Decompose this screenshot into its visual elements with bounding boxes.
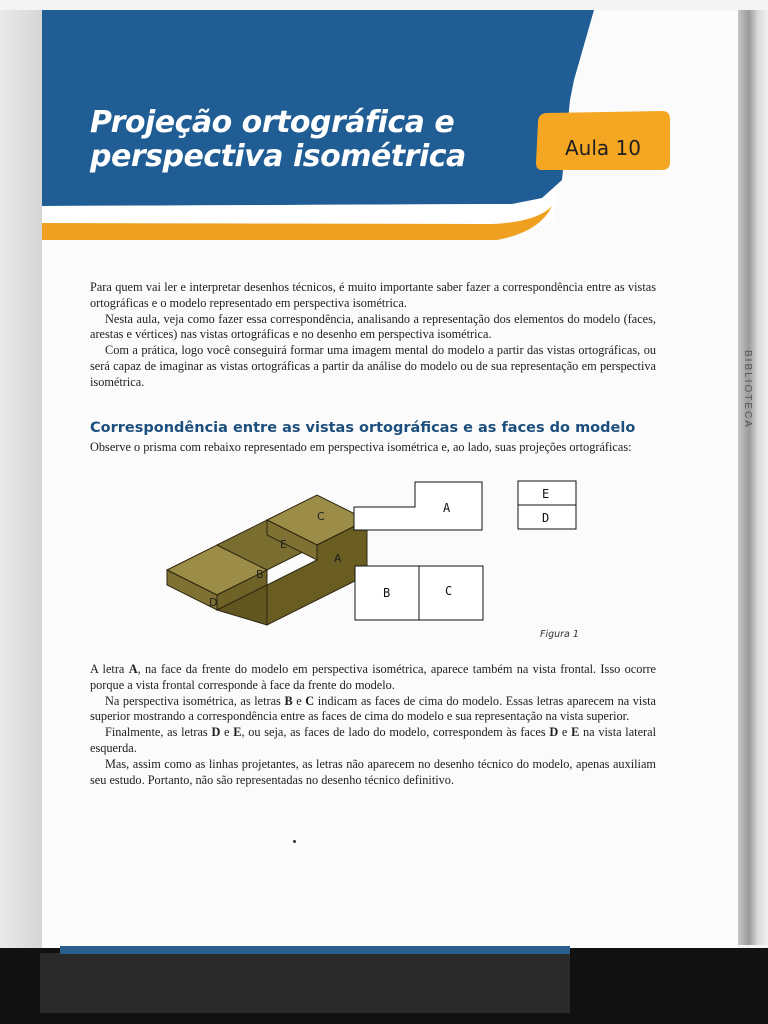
section-heading: Correspondência entre as vistas ortográficas e as faces do modelo [90, 420, 636, 436]
text-run: , ou seja, as faces de lado do modelo, correspondem às faces [241, 725, 550, 740]
text-run: e [292, 693, 306, 708]
intro-paragraph-2: Nesta aula, veja como fazer essa correspondência, analisando a representação dos elementos do modelo (faces, arestas e vértices) nas vistas ortográficas e no desenho em perspectiva isométrica. [90, 311, 656, 342]
title-line-1: Projeção ortográfica e [90, 105, 455, 140]
text-run: Finalmente, as letras [105, 725, 212, 740]
figure-1 [162, 470, 582, 630]
bold-letter: A [128, 662, 138, 676]
side-view-letter-d: D [542, 511, 550, 525]
model-letter-d: D [209, 596, 218, 609]
intro-text [90, 280, 656, 391]
bold-letter: C [305, 693, 315, 708]
explanation-text [90, 662, 656, 788]
scanner-bottom-strip [40, 953, 570, 1013]
text-run: na vista lateral esquerda. [90, 725, 657, 755]
page-title [90, 106, 466, 174]
bold-letter: B [284, 693, 293, 708]
intro-paragraph-1: Para quem vai ler e interpretar desenhos técnicos, é muito importante saber fazer a correspondência entre as vistas ortográficas e o modelo representado em perspectiva isométrica. [90, 280, 656, 310]
bold-letter: D [211, 725, 221, 740]
top-view-letter-c: C [445, 584, 453, 598]
text-run: , na face da frente do modelo em perspectiva isométrica, aparece também na vista frontal. Isso ocorre porque a vista frontal corresponde à face da frente do modelo. [90, 662, 656, 692]
side-view-letter-e: E [542, 487, 550, 501]
text-run: Na perspectiva isométrica, as letras [105, 693, 285, 708]
bold-letter: D [549, 725, 559, 740]
section-paragraph: Observe o prisma com rebaixo representado em perspectiva isométrica e, ao lado, suas projeções ortográficas: [90, 440, 632, 454]
model-letter-b: B [256, 568, 264, 581]
text-run: A letra [90, 662, 129, 676]
front-view [354, 482, 482, 530]
book-page [42, 10, 738, 948]
title-line-2: perspectiva isométrica [90, 139, 466, 174]
spine-text: BIBLIOTECA [742, 350, 753, 429]
explanation-paragraph-3 [90, 725, 656, 757]
text-run: e [220, 725, 234, 740]
text-run: e [558, 725, 572, 740]
bold-letter: E [233, 725, 242, 740]
explanation-paragraph-4: Mas, assim como as linhas projetantes, as letras não aparecem no desenho técnico do modelo, apenas auxiliam seu estudo. Portanto, não são representadas no desenho técnico definitivo. [90, 756, 656, 787]
figure-caption: Figura 1 [540, 629, 579, 640]
front-view-letter-a: A [443, 501, 451, 515]
model-letter-c: C [317, 510, 325, 523]
lesson-badge: Aula 10 [565, 136, 641, 160]
page-bottom-edge [60, 946, 570, 954]
right-page-edge [736, 10, 768, 945]
model-letter-a: A [334, 552, 342, 565]
explanation-paragraph-1 [90, 662, 656, 694]
top-view-letter-b: B [383, 586, 391, 600]
section-intro [90, 440, 656, 456]
bold-letter: E [571, 725, 580, 740]
text-run: indicam as faces de cima do modelo. Essas letras aparecem na vista superior mostrando a correspondência entre as faces de cima do modelo e sua representação na vista superior. [90, 693, 656, 724]
page-speck [293, 840, 296, 843]
model-letter-e: E [280, 538, 287, 551]
intro-paragraph-3: Com a prática, logo você conseguirá formar uma imagem mental do modelo a partir das vistas ortográficas, ou será capaz de imaginar as vistas ortográficas a partir da análise do modelo ou de sua representação em perspectiva isométrica. [90, 343, 656, 389]
explanation-paragraph-2 [90, 694, 656, 726]
